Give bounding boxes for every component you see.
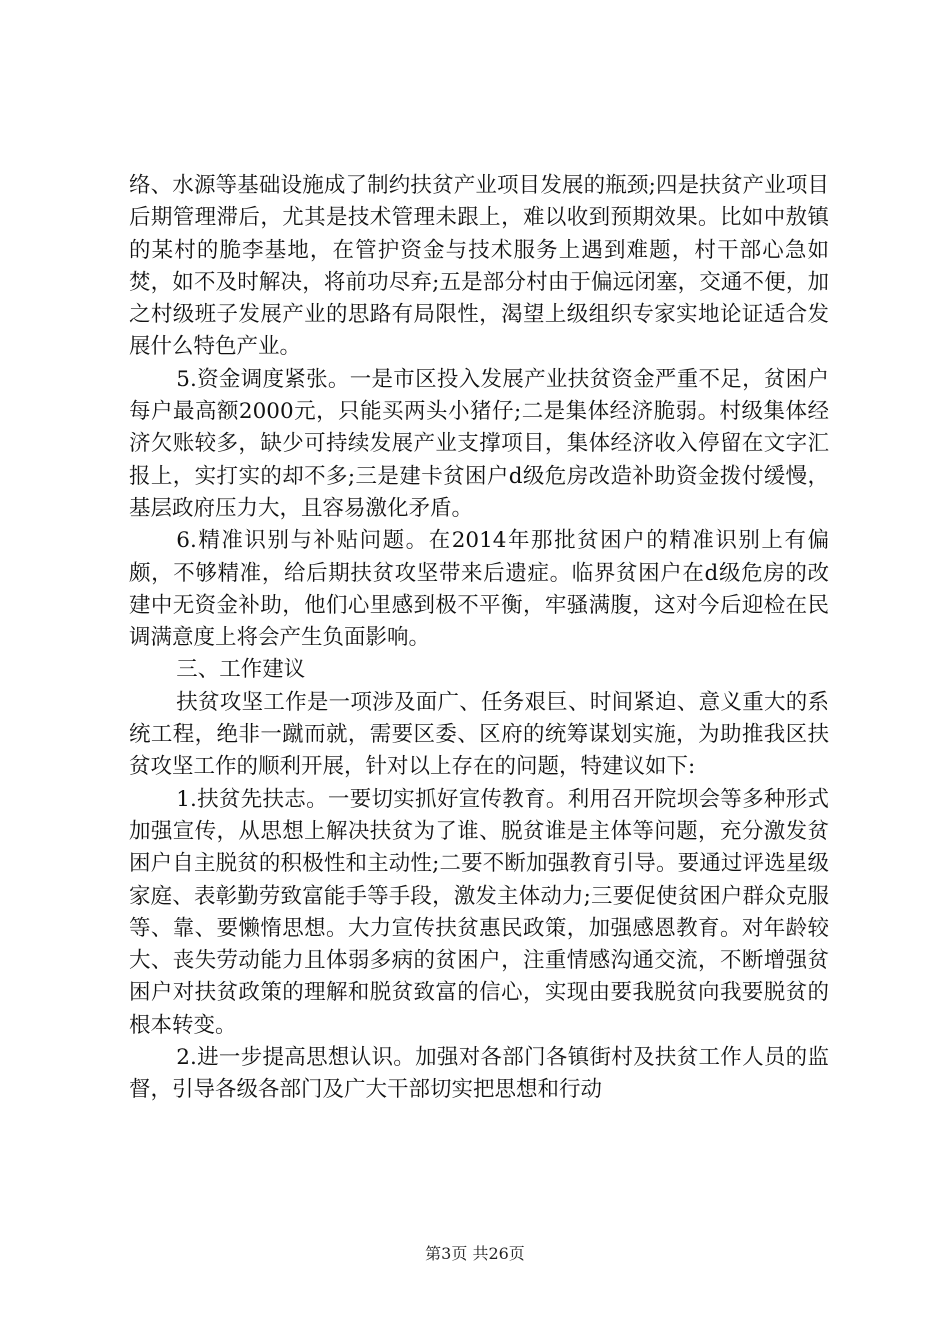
paragraph-funding-tension: 5.资金调度紧张。一是市区投入发展产业扶贫资金严重不足，贫困户每户最高额2000元，只能买两头小猪仔;二是集体经济脆弱。村级集体经济欠账较多，缺少可持续发展产业支撑项目，集体经济收入停留在文字汇报上，实打实的却不多;三是建卡贫困户d级危房改造补助资金拨付缓慢，基层政府压力大，且容易激化矛盾。 (129, 366, 829, 521)
document-body (129, 170, 829, 1107)
paragraph-suggestions-intro: 扶贫攻坚工作是一项涉及面广、任务艰巨、时间紧迫、意义重大的系统工程，绝非一蹴而就，需要区委、区府的统筹谋划实施，为助推我区扶贫攻坚工作的顺利开展，针对以上存在的问题，特建议如下: (129, 689, 829, 780)
paragraph-suggestion-1: 1.扶贫先扶志。一要切实抓好宣传教育。利用召开院坝会等多种形式加强宣传，从思想上解决扶贫为了谁、脱贫谁是主体等问题，充分激发贫困户自主脱贫的积极性和主动性;二要不断加强教育引导。要通过评选星级家庭、表彰勤劳致富能手等手段，激发主体动力;三要促使贫困户群众克服等、靠、要懒惰思想。大力宣传扶贫惠民政策，加强感恩教育。对年龄较大、丧失劳动能力且体弱多病的贫困户，注重情感沟通交流，不断增强贫困户对扶贫政策的理解和脱贫致富的信心，实现由要我脱贫向我要脱贫的根本转变。 (129, 786, 829, 1038)
section-heading-work-suggestions: 三、工作建议 (176, 657, 306, 683)
paragraph-continuation: 络、水源等基础设施成了制约扶贫产业项目发展的瓶颈;四是扶贫产业项目后期管理滞后，尤其是技术管理未跟上，难以收到预期效果。比如中敖镇的某村的脆李基地，在管护资金与技术服务上遇到难题，村干部心急如焚，如不及时解决，将前功尽弃;五是部分村由于偏远闭塞，交通不便，加之村级班子发展产业的思路有局限性，渴望上级组织专家实地论证适合发展什么特色产业。 (129, 173, 829, 360)
paragraph-suggestion-2: 2.进一步提高思想认识。加强对各部门各镇街村及扶贫工作人员的监督，引导各级各部门及广大干部切实把思想和行动 (129, 1045, 829, 1103)
page-number-footer: 第3页 共26页 (425, 1244, 525, 1263)
paragraph-identification-subsidy: 6.精准识别与补贴问题。在2014年那批贫困户的精准识别上有偏颇，不够精准，给后期扶贫攻坚带来后遗症。临界贫困户在d级危房的改建中无资金补助，他们心里感到极不平衡，牢骚满腹，这对今后迎检在民调满意度上将会产生负面影响。 (129, 528, 829, 651)
